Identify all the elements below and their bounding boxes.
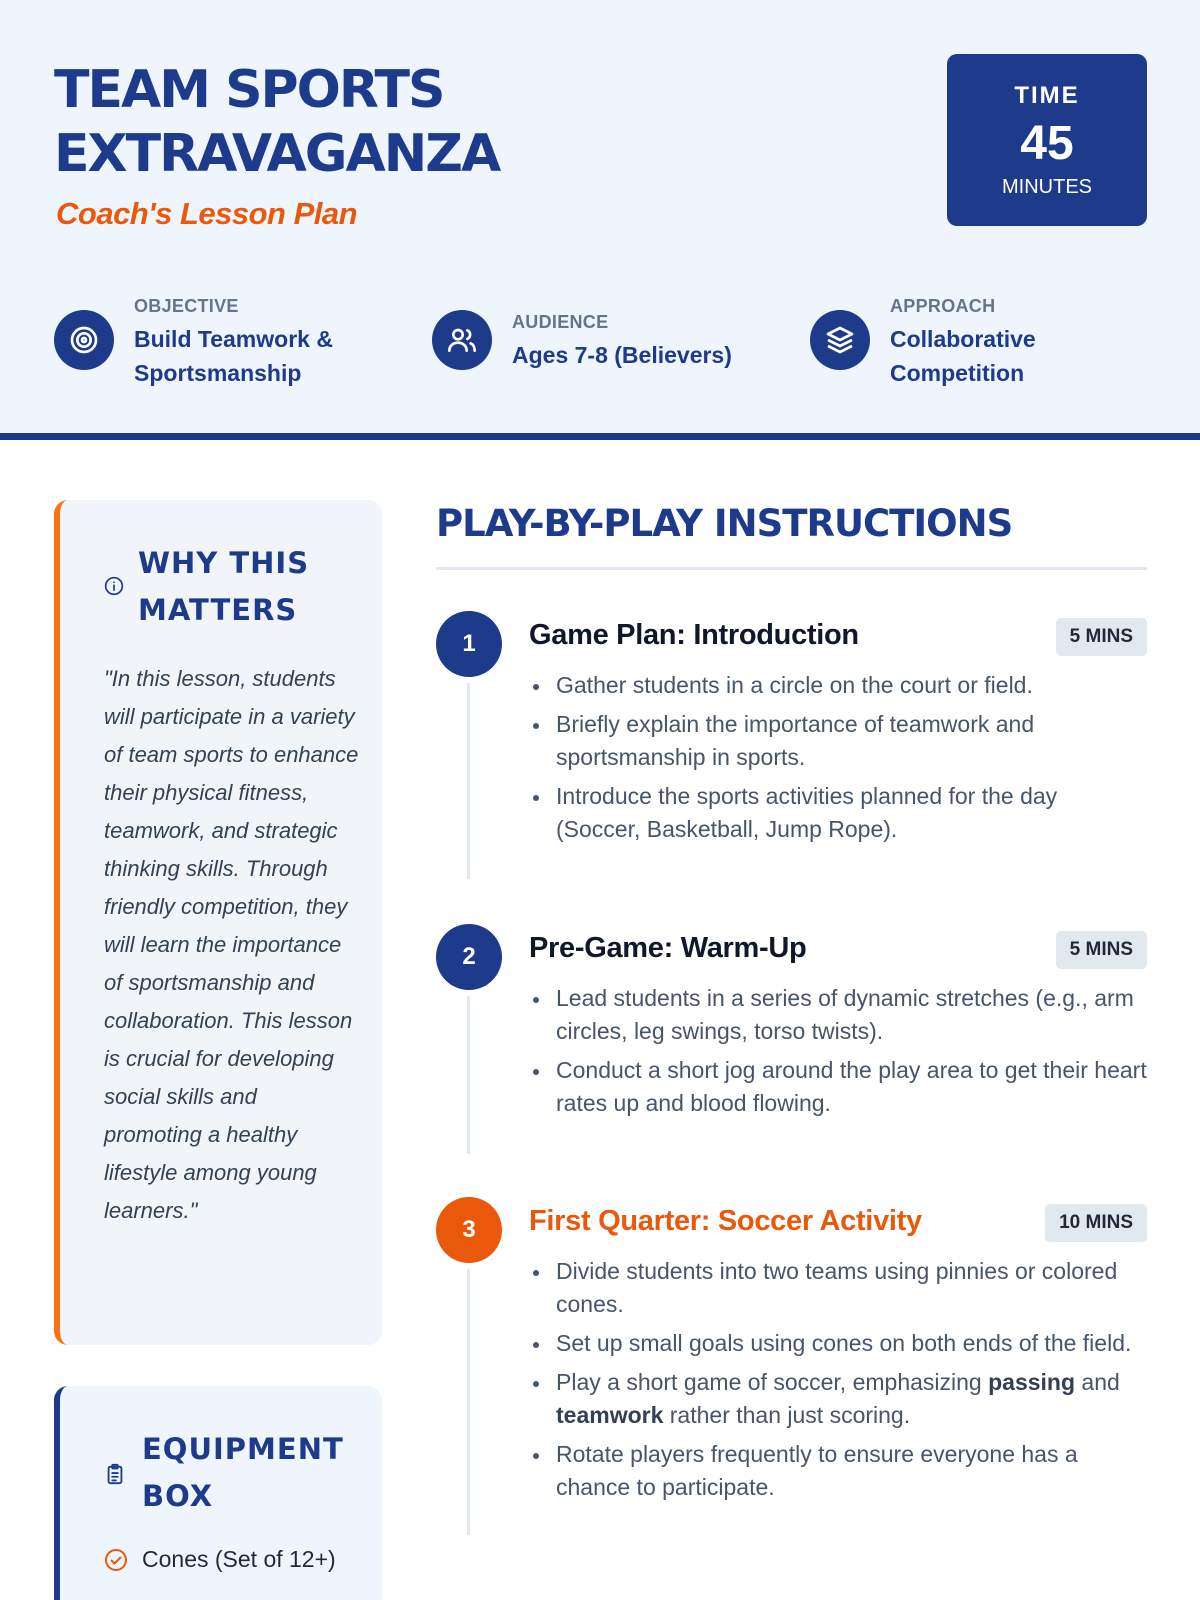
layers-icon [810,310,870,370]
step-title: First Quarter: Soccer Activity [529,1205,922,1237]
list-item: Play a short game of soccer, emphasizing passing and teamwork rather than just scoring. [529,1366,1147,1432]
list-item: Conduct a short jog around the play area to get their heart rates up and blood flowing. [529,1054,1147,1120]
page-title: TEAM SPORTS EXTRAVAGANZA [54,60,500,184]
step-number: 1 [436,611,502,677]
card-title: WHY THIS MATTERS [138,546,310,627]
target-icon [54,310,114,370]
duration-badge: 5 MINS [1056,618,1147,656]
timeline-line [467,683,470,879]
check-circle-icon [104,1548,128,1572]
time-value: 45 [1020,117,1074,170]
divider [436,567,1147,570]
why-this-matters-card [54,500,382,1345]
info-label: APPROACH [890,296,996,316]
time-badge [947,54,1147,226]
list-item: Briefly explain the importance of teamwork and sportsmanship in sports. [529,708,1147,774]
info-value: Ages 7-8 (Believers) [512,342,732,368]
equipment-box-card [54,1386,382,1600]
info-value: Collaborative Competition [890,326,1036,386]
list-item: Gather students in a circle on the court or field. [529,669,1147,702]
timeline-line [467,996,470,1154]
info-label: AUDIENCE [512,312,609,332]
step-bullets [529,982,1147,1126]
card-title: EQUIPMENT BOX [142,1432,344,1513]
bold-text: teamwork [556,1402,664,1428]
step-bullets [529,669,1147,852]
step-1 [436,611,1147,881]
equipment-item: Cones (Set of 12+) [104,1546,336,1573]
bold-text: passing [988,1369,1076,1395]
page-subtitle: Coach's Lesson Plan [56,196,358,231]
step-title: Pre-Game: Warm-Up [529,932,807,964]
time-unit: MINUTES [1002,176,1092,198]
step-2 [436,924,1147,1164]
info-value: Build Teamwork & Sportsmanship [134,326,333,386]
why-quote: "In this lesson, students will participate in a variety of team sports to enhance their physical fitness, teamwork, and strategic thinking skills. Through friendly competition, they will learn the importance of sportsmanship and collaboration. This lesson is crucial for developing social skills and promoting a healthy lifestyle among young learners." [104,666,359,1223]
clipboard-icon [104,1462,126,1491]
step-title: Game Plan: Introduction [529,619,859,651]
list-item: Rotate players frequently to ensure everyone has a chance to participate. [529,1438,1147,1504]
step-3 [436,1197,1147,1557]
users-icon [432,310,492,370]
list-item: Divide students into two teams using pinnies or colored cones. [529,1255,1147,1321]
duration-badge: 5 MINS [1056,931,1147,969]
time-label: TIME [1014,82,1080,109]
timeline-line [467,1269,470,1535]
step-number: 2 [436,924,502,990]
list-item: Lead students in a series of dynamic stretches (e.g., arm circles, leg swings, torso twists). [529,982,1147,1048]
list-item: Introduce the sports activities planned for the day (Soccer, Basketball, Jump Rope). [529,780,1147,846]
duration-badge: 10 MINS [1045,1204,1147,1242]
step-bullets [529,1255,1147,1510]
instructions-title: PLAY-BY-PLAY INSTRUCTIONS [436,502,1013,545]
list-item: Set up small goals using cones on both ends of the field. [529,1327,1147,1360]
step-number: 3 [436,1197,502,1263]
info-icon [104,576,124,601]
info-label: OBJECTIVE [134,296,239,316]
lesson-header [0,0,1200,440]
